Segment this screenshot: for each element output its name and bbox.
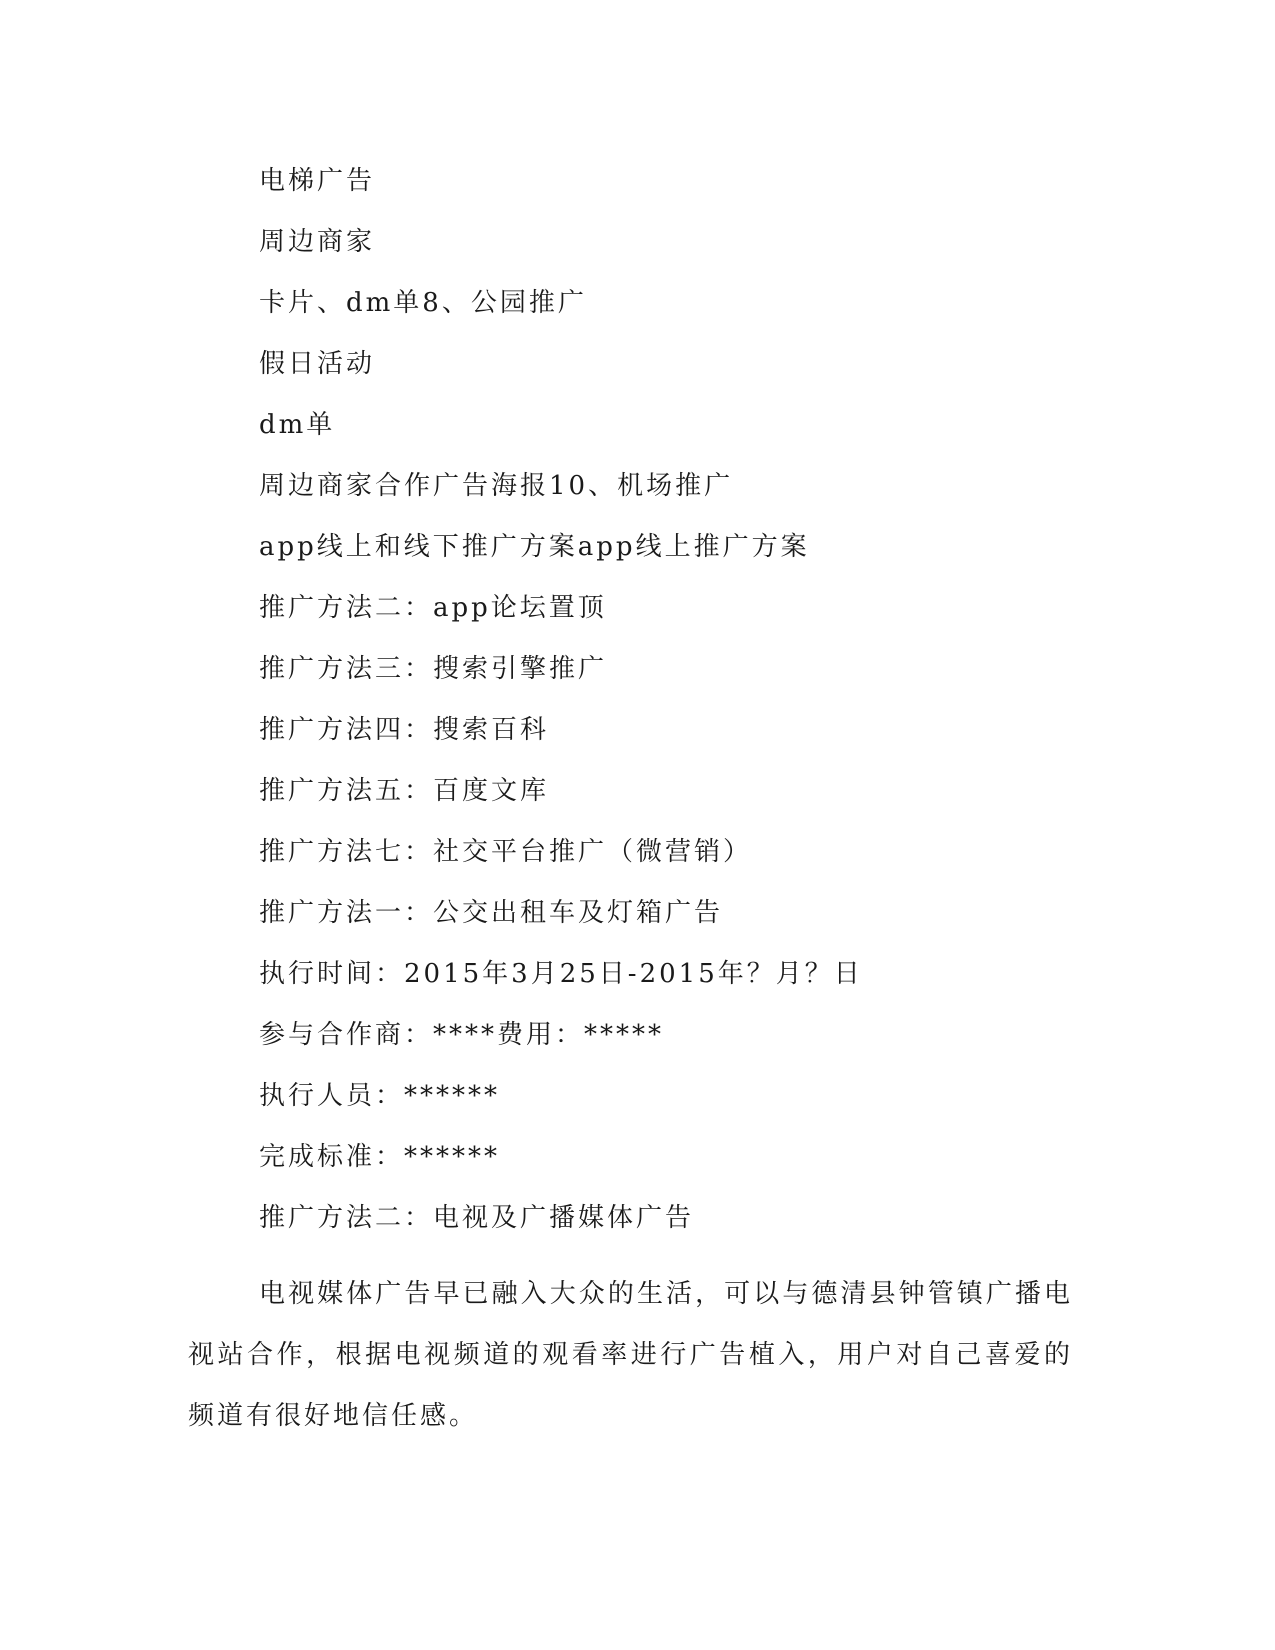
text-line: 参与合作商：****费用：***** xyxy=(259,1020,665,1050)
text-line: 推广方法三：搜索引擎推广 xyxy=(259,654,608,684)
text-line: 推广方法一：公交出租车及灯箱广告 xyxy=(259,898,724,928)
text-line: app线上和线下推广方案app线上推广方案 xyxy=(259,532,810,562)
text-line: 推广方法七：社交平台推广（微营销） xyxy=(259,837,753,867)
text-line: 推广方法五：百度文库 xyxy=(259,776,550,806)
text-line: 执行时间：2015年3月25日-2015年？月？日 xyxy=(259,959,863,989)
text-line: 周边商家合作广告海报10、机场推广 xyxy=(259,471,734,501)
text-line: 电梯广告 xyxy=(259,166,376,196)
text-line: dm单 xyxy=(259,410,336,440)
text-line: 假日活动 xyxy=(259,349,376,379)
text-line: 推广方法四：搜索百科 xyxy=(259,715,550,745)
text-line: 卡片、dm单8、公园推广 xyxy=(259,288,587,318)
text-line: 推广方法二：app论坛置顶 xyxy=(259,593,607,623)
body-paragraph: 电视媒体广告早已融入大众的生活，可以与德清县钟管镇广播电视站合作，根据电视频道的观看率进行广告植入，用户对自己喜爱的频道有很好地信任感。 xyxy=(188,1279,1073,1431)
text-line: 执行人员：****** xyxy=(259,1081,501,1111)
text-line: 推广方法二：电视及广播媒体广告 xyxy=(259,1203,695,1233)
text-line: 周边商家 xyxy=(259,227,376,257)
text-line: 完成标准：****** xyxy=(259,1142,501,1172)
line-list xyxy=(259,163,1159,1261)
